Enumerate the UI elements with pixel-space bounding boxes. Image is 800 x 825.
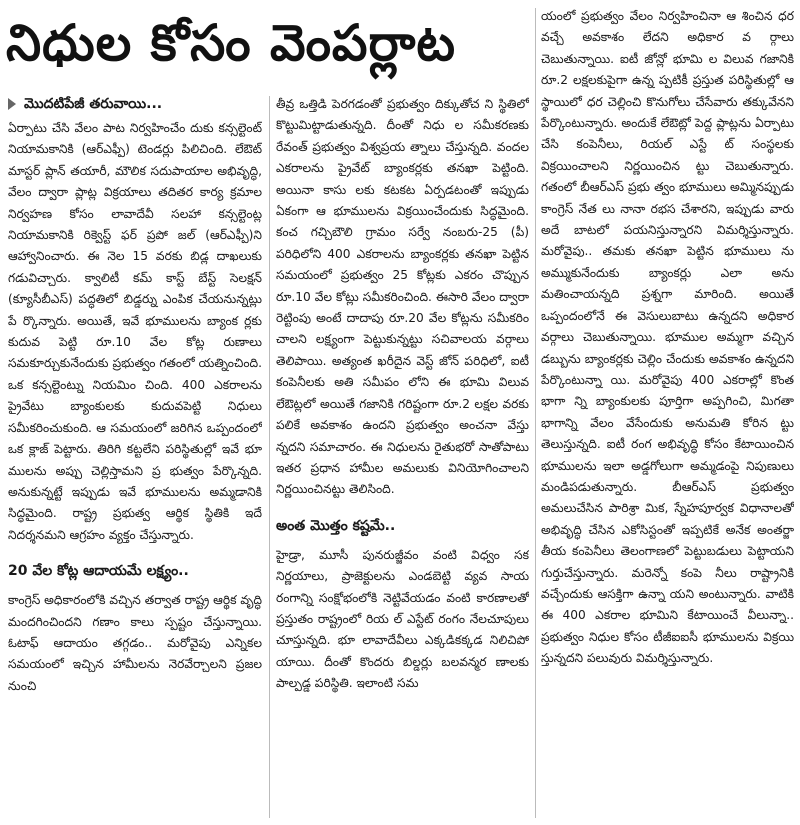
column-divider-2 <box>535 8 536 818</box>
column-2-paragraph-2: హైడ్రా, మూసీ పునరుజ్జీవం వంటి విధ్వం సక నిర్ణయాలు, ప్రాజెక్టులను ఎండబెట్టి వ్యవ సాయ రంగాన్ని సంక్షోభంలోకి నెట్టివేయడం వంటి కారణాలతో ప్రస్తుతం రాష్ట్రంలో రియ ల్ ఎస్టేట్ రంగం నేలచూపులు చూస్తున్నది. భూ లావాదేవీలు ఎక్కడికక్కడ నిలిచిపో యాయి. దీంతో కొందరు బిల్డర్లు బలవన్మర ణాలకు పాల్పడ్డ పరిస్థితి. ఇలాంటి సమ <box>276 547 529 691</box>
column-3 <box>541 6 794 819</box>
column-1-paragraph-2: కాంగ్రెస్ అధికారంలోకి వచ్చిన తర్వాత రాష్ట్ర ఆర్థిక వృద్ధి మందగించిందని గణాం కాలు స్పష్టం చేస్తున్నాయి. ఓటాఫ్ ఆదాయం తగ్గడం.. మరోవైపు ఎన్నికల సమయంలో ఇచ్చిన హామీలను నెరవేర్చాలని ప్రజల నుంచి <box>8 593 262 693</box>
column-2 <box>276 94 529 819</box>
triangle-bullet-icon <box>8 98 16 110</box>
column-1-paragraph-1: ఏర్పాటు చేసి వేలం పాట నిర్వహించేం దుకు కన్సల్టెంట్ నియామకానికి (ఆర్ఎఫ్పీ) టెండర్లు పిలిచింది. లేఔట్ మాస్టర్ ప్లాన్ తయారీ, మౌలిక సదుపాయాల అభివృద్ధి, వేలం ద్వారా ప్లాట్ల విక్రయాలు తదితర కార్య క్రమాల నిర్వహణ కోసం లావాదేవీ సలహా కన్సల్టెంట్ల నియామకానికి రిక్వెస్ట్ ఫర్ ప్రపో జల్ (ఆర్ఎఫ్పీ)ని ఆహ్వానించారు. ఈ నెల 15 వరకు బిడ్ల దాఖలుకు గడువిచ్చారు. క్వాలిటీ కమ్ కాస్ట్ బేస్ట్ సెలక్షన్ (క్యూసీబీఎస్) పద్ధతిలో బిడ్డర్ను ఎంపిక చేయనున్నట్లు పే ర్కొన్నారు. అయితే, ఇవే భూములను బ్యాంక ర్లకు కుదువ పెట్టి రూ.10 వేల కోట్ల రుణాలు సమకూర్చుకునేందుకు ప్రభుత్వం గతంలో యత్నించింది. ఒక కన్సల్టెంట్ను నియమిం చింది. 400 ఎకరాలను ప్రైవేటు బ్యాంకులకు కుదువపెట్టి నిధులు సమీకరించుకుంది. ఆ సమయంలో జరిగిన ఒప్పందంలో ఒక క్లాజ్ పెట్టారు. తిరిగి కట్టలేని పరిస్థితుల్లో ఇవే భూ ములను అప్పు చెల్లిస్తామని ప్ర భుత్వం పేర్కొన్నది. అనుకున్నట్టే ఇప్పుడు ఇవే భూములను అమ్మడానికి సిద్ధమైంది. రాష్ట్ర ప్రభుత్వ ఆర్థిక స్థితికి ఇదే నిదర్శనమని ఆగ్రహం వ్యక్తం చేస్తున్నారు. <box>8 121 262 542</box>
continuation-kicker <box>8 94 262 114</box>
column-divider-1 <box>269 96 270 818</box>
column-1 <box>8 94 262 819</box>
subheading-difficult: అంత మొత్తం కష్టమే.. <box>276 517 396 534</box>
subheading-revenue-target: 20 వేల కోట్ల ఆదాయమే లక్ష్యం.. <box>8 563 189 580</box>
column-3-paragraph-1: యంలో ప్రభుత్వం వేలం నిర్వహించినా ఆ శించిన ధర వచ్చే అవకాశం లేదని అధికార వ ర్గాలు చెబుతున్నాయి. ఐటీ జోన్లో భూమి ల విలువ గజానికి రూ.2 లక్షలకుపైగా ఉన్న ప్పటికీ ప్రస్తుత పరిస్థితుల్లో ఆ స్థాయిలో ధర చెల్లించి కొనుగోలు చేసేవారు తక్కువేనని పేర్కొంటున్నారు. అందుకే లేఔట్లో పెద్ద ప్లాట్లను ఏర్పాటు చేసి కంపెనీలు, రియల్ ఎస్టే ట్ సంస్థలకు విక్రయించాలని నిర్ణయించిన ట్టు చెబుతున్నారు. గతంలో బీఆర్ఎస్ ప్రభు త్వం భూములు అమ్మినప్పుడు కాంగ్రెస్ నేత లు నానా రభస చేశారని, ఇప్పుడు వారు అదే బాటలో పయనిస్తున్నారని విమర్శిస్తున్నారు. మరోవైపు.. తమకు తనఖా పెట్టిన భూములు ను అమ్ముకునేందుకు బ్యాంకర్లు ఎలా అను మతించాయన్నది ప్రశ్నగా మారింది. అయితే ఒప్పందంలోనే ఈ వెసులుబాటు ఉన్నదని అధికార వర్గాలు చెబుతున్నాయి. భూముల అమ్మగా వచ్చిన డబ్బును బ్యాంకర్లకు చెల్లిం చేందుకు అవకాశం ఉన్నదని పేర్కొంటున్నా యి. మరోవైపు 400 ఎకరాల్లో కొంత భాగా న్ని బ్యాంకులకు పూర్తిగా అప్పగించి, మిగతా భాగాన్ని వేలం వేసేందుకు అనుమతి కోరిన ట్టు తెలుస్తున్నది. ఐటీ రంగ అభివృద్ధి కోసం కేటాయించిన భూములను ఇలా అడ్డగోలుగా అమ్మడంపై నిపుణులు మండిపడుతున్నారు. బీఆర్ఎస్ ప్రభుత్వం అమలుచేసిన పారిశ్రా మిక, స్నేహపూర్వక విధానాలతో అభివృద్ధి చేసిన ఎకోసిస్టంతో ఇప్పటికే అనేక అంతర్జా తీయ కంపెనీలు తెలంగాణలో పెట్టుబడులు పెట్టాయని గుర్తుచేస్తున్నారు. మరెన్నో కంపె నీలు రాష్ట్రానికి వచ్చేందుకు ఆసక్తిగా ఉన్నా యని అంటున్నారు. వాటికి ఈ 400 ఎకరాల భూమిని కేటాయించే వీలున్నా.. ప్రభుత్వం నిధుల కోసం టీజీఐఐసీ భూములను విక్రయి స్తున్నదని పలువురు విమర్శిస్తున్నారు. <box>541 9 794 666</box>
kicker-text: మొదటిపేజీ తరువాయి... <box>24 96 163 112</box>
column-2-paragraph-1: తీవ్ర ఒత్తిడి పెరగడంతో ప్రభుత్వం దిక్కుతోచ ని స్థితిలో కొట్టుమిట్టాడుతున్నది. దీంతో నిధు ల సమీకరణకు రేవంత్ ప్రభుత్వం విశ్వప్రయ త్నాలు చేస్తున్నది. వందల ఎకరాలను ప్రైవేట్ బ్యాంకర్లకు తనఖా పెట్టింది. అయినా కాసు లకు కటకట ఏర్పడటంతో ఇప్పుడు ఏకంగా ఆ భూములను విక్రయించేందుకు సిద్ధమైంది. కంచ గచ్చిబౌలి గ్రామం సర్వే నంబరు-25 (పీ) పరిధిలోని 400 ఎకరాలను బ్యాంకర్లకు తనఖా పెట్టిన సమయంలో ప్రభుత్వం 25 కోట్లకు ఎకరం చొప్పున రూ.10 వేల కోట్లు సమీకరించింది. ఈసారి వేలం ద్వారా రెట్టింపు అంటే దాదాపు రూ.20 వేల కోట్లను సమీకరిం చాలని లక్ష్యంగా పెట్టుకున్నట్టు సచివాలయ వర్గాలు తెలిపాయి. అత్యంత ఖరీదైన వెస్ట్ జోన్ పరిధిలో, ఐటీ కంపెనీలకు అతి సమీపం లోని ఈ భూమి విలువ లేఔట్లలో అయితే గజానికి గరిష్టంగా రూ.2 లక్షల వరకు పలికే అవకాశం ఉందని ప్రభుత్వం అంచనా వేస్తు న్నదని సమాచారం. ఈ నిధులను రైతుభరో సాతోపాటు ఇతర ప్రధాన హామీల అమలుకు వినియోగించాలని నిర్ణయించినట్టు తెలిసింది. <box>276 97 529 497</box>
headline: నిధుల కోసం వెంపర్లాట <box>6 14 456 72</box>
